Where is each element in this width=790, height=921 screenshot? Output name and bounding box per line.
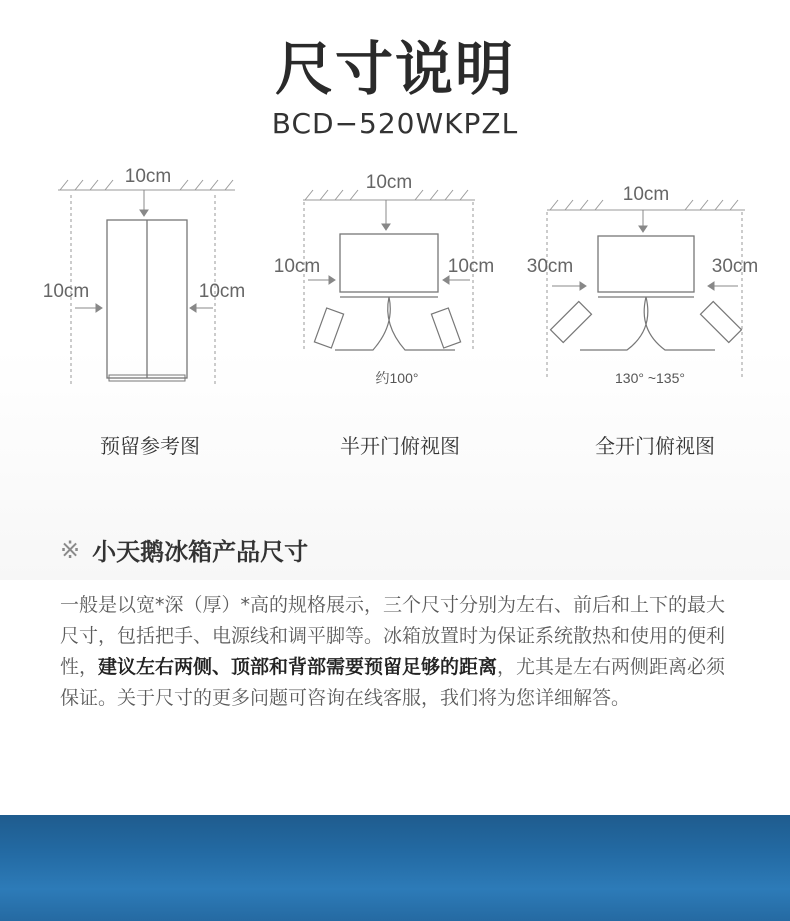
- fully-open-top-view-diagram: [520, 150, 775, 390]
- reference-mark-icon: ※: [60, 535, 81, 564]
- size-description: [60, 590, 730, 714]
- section-heading-text: 小天鹅冰箱产品尺寸: [92, 538, 309, 566]
- label-door-angle: 约100°: [375, 370, 419, 386]
- caption-fully-open-view: 全开门俯视图: [595, 434, 715, 458]
- description-text-2: ，尤其是左右两侧距离必须保证。关于尺寸的更多问题可咨询在线客服，我们将为您详细解答。: [60, 656, 726, 709]
- side-walls: [71, 195, 215, 385]
- page-title: 尺寸说明: [274, 35, 515, 103]
- label-right: 30cm: [711, 256, 759, 277]
- label-door-angle: 130° ~135°: [615, 370, 685, 386]
- description-emphasis: 建议左右两侧、顶部和背部需要预留足够的距离: [98, 656, 498, 678]
- model-number: BCD−520WKPZL: [271, 107, 519, 140]
- clearance-arrows: [308, 200, 470, 284]
- label-top: 10cm: [365, 172, 413, 193]
- open-doors: [314, 297, 460, 350]
- label-right: 10cm: [447, 256, 495, 277]
- section-heading: [60, 532, 308, 567]
- description-text-1: 一般是以宽*深（厚）*高的规格展示，三个尺寸分别为左右、前后和上下的最大尺寸，包括把手、电源线和调平脚等。冰箱放置时为保证系统散热和使用的便利性，: [60, 594, 726, 678]
- open-doors: [550, 297, 741, 350]
- label-top: 10cm: [622, 184, 670, 205]
- caption-half-open-view: 半开门俯视图: [340, 434, 460, 458]
- clearance-arrows: [75, 190, 213, 312]
- caption-reserve-reference: 预留参考图: [100, 434, 200, 458]
- reserve-reference-diagram: [30, 150, 250, 390]
- half-open-top-view-diagram: [265, 150, 515, 390]
- label-left: 10cm: [273, 256, 321, 277]
- footer-band: [0, 815, 790, 921]
- side-walls: [547, 212, 742, 380]
- label-top: 10cm: [124, 166, 172, 187]
- label-left: 10cm: [42, 281, 90, 302]
- fridge-top-body: [340, 234, 438, 292]
- clearance-arrows: [552, 210, 738, 290]
- fridge-top-body: [598, 236, 694, 292]
- label-left: 30cm: [526, 256, 574, 277]
- label-right: 10cm: [198, 281, 246, 302]
